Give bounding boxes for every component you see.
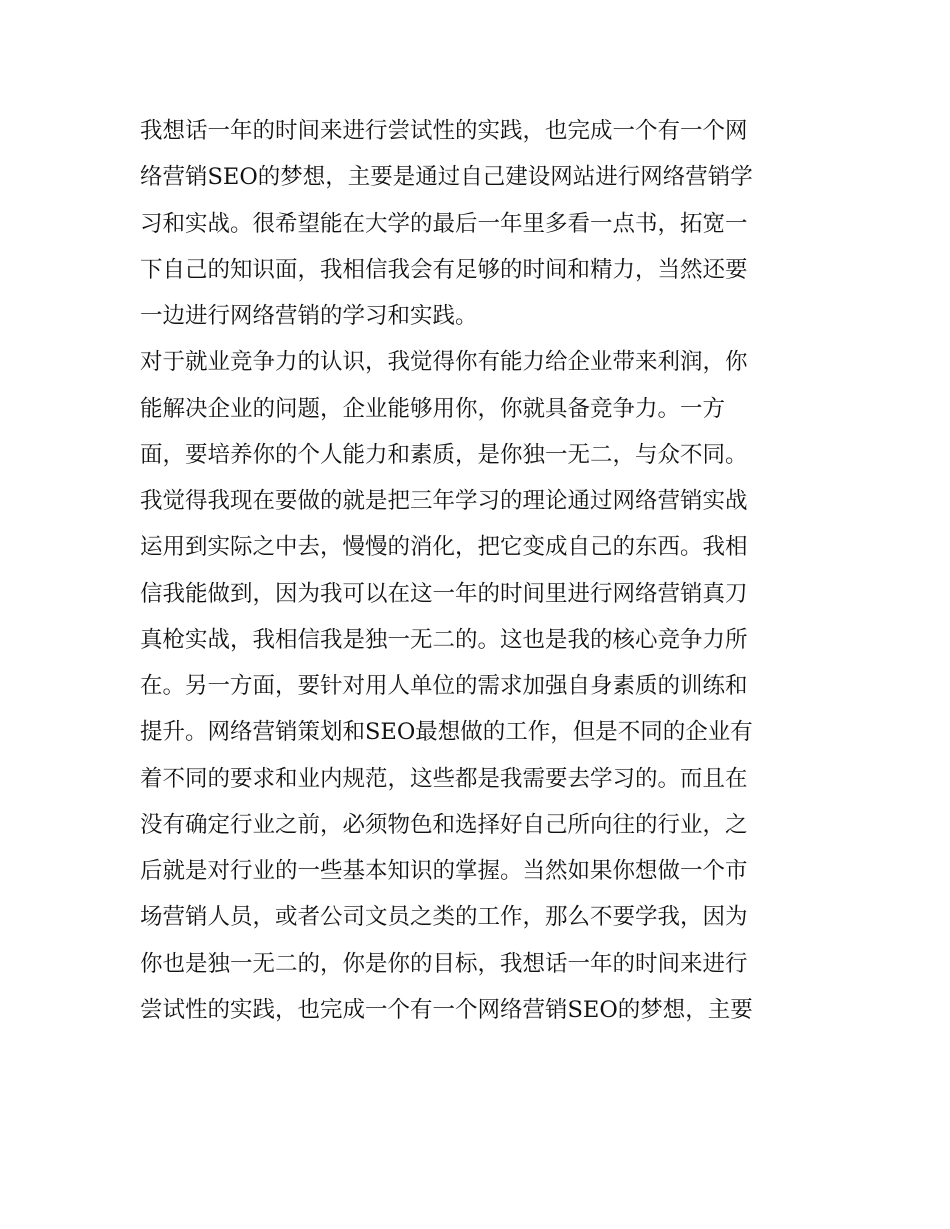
text-line: 我想话一年的时间来进行尝试性的实践，也完成一个有一个网 — [140, 118, 748, 144]
text-line: 能解决企业的问题，企业能够用你，你就具备竞争力。一方 — [140, 395, 726, 422]
text-line: 面，要培养你的个人能力和素质，是你独一无二，与众不同。 — [140, 441, 748, 468]
text-line: 一边进行网络营销的学习和实践。 — [140, 303, 478, 329]
text-line: 习和实战。很希望能在大学的最后一年里多看一点书，拓宽一 — [140, 210, 748, 237]
text-line: 真枪实战，我相信我是独一无二的。这也是我的核心竞争力所 — [140, 626, 748, 653]
text-line: 络营销SEO的梦想，主要是通过自己建设网站进行网络营销学 — [140, 164, 753, 191]
text-line: 你也是独一无二的，你是你的目标，我想话一年的时间来进行 — [140, 950, 748, 977]
text-line: 着不同的要求和业内规范，这些都是我需要去学习的。而且在 — [140, 765, 748, 792]
text-line: 提升。网络营销策划和SEO最想做的工作，但是不同的企业有 — [140, 719, 753, 746]
text-line: 运用到实际之中去，慢慢的消化，把它变成自己的东西。我相 — [140, 534, 748, 561]
text-line: 场营销人员，或者公司文员之类的工作，那么不要学我，因为 — [140, 904, 748, 931]
text-line: 在。另一方面，要针对用人单位的需求加强自身素质的训练和 — [140, 673, 748, 699]
text-line: 对于就业竞争力的认识，我觉得你有能力给企业带来利润，你 — [140, 349, 748, 376]
text-line: 信我能做到，因为我可以在这一年的时间里进行网络营销真刀 — [140, 580, 748, 607]
text-line: 没有确定行业之前，必须物色和选择好自己所向往的行业，之 — [140, 811, 748, 838]
text-line: 下自己的知识面，我相信我会有足够的时间和精力，当然还要 — [140, 256, 748, 283]
text-line: 尝试性的实践，也完成一个有一个网络营销SEO的梦想，主要 — [140, 996, 753, 1023]
text-line: 后就是对行业的一些基本知识的掌握。当然如果你想做一个市 — [140, 858, 748, 884]
text-line: 我觉得我现在要做的就是把三年学习的理论通过网络营销实战 — [140, 488, 748, 514]
body-text — [140, 108, 820, 1033]
